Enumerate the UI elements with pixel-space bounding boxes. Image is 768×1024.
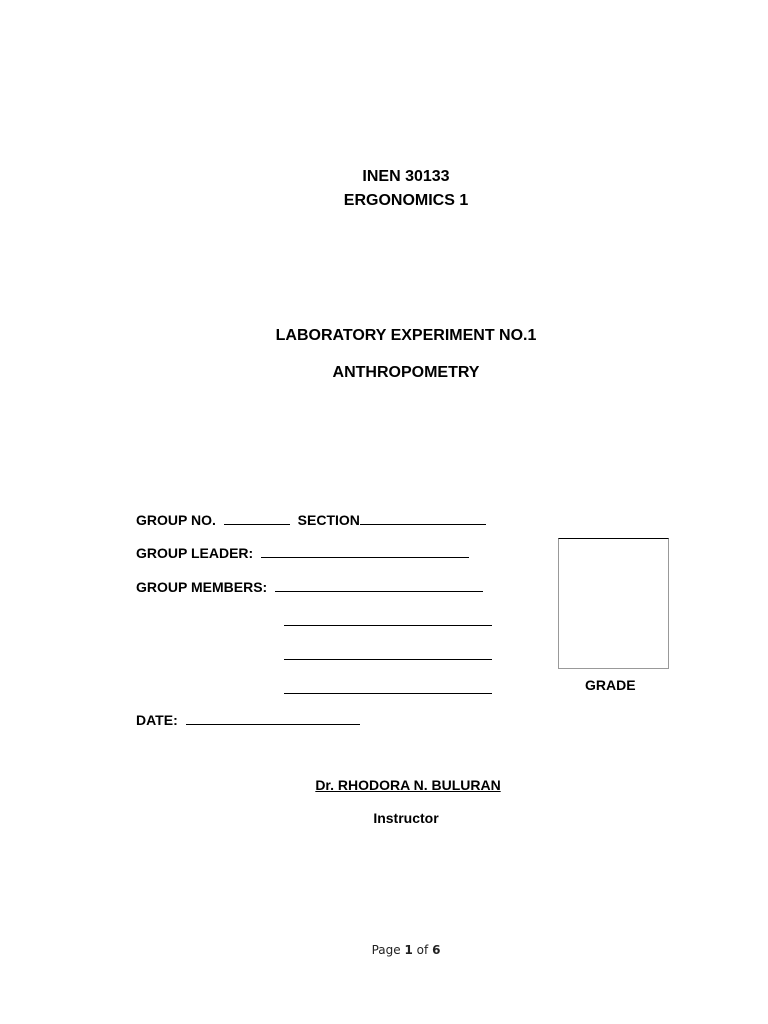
section-label: SECTION (297, 512, 360, 528)
group-member-line[interactable] (284, 679, 492, 694)
section-line[interactable] (360, 510, 486, 525)
instructor-name: Dr. RHODORA N. BULURAN (315, 777, 501, 793)
group-no-line[interactable] (224, 510, 290, 525)
page-word: Page (371, 943, 401, 957)
group-no-label: GROUP NO. (136, 512, 216, 528)
date-row (136, 710, 360, 728)
experiment-subject: ANTHROPOMETRY (332, 364, 480, 381)
experiment-title: LABORATORY EXPERIMENT NO.1 (275, 327, 537, 344)
instructor-title: Instructor (373, 810, 439, 826)
current-page-number: 1 (404, 943, 413, 957)
grade-label: GRADE (585, 677, 636, 693)
group-leader-row (136, 543, 469, 561)
group-leader-label: GROUP LEADER: (136, 545, 254, 561)
total-pages-number: 6 (432, 943, 441, 957)
course-name: ERGONOMICS 1 (343, 192, 469, 209)
of-word: of (416, 943, 429, 957)
group-member-line[interactable] (275, 577, 483, 592)
group-leader-line[interactable] (261, 543, 469, 558)
group-members-label: GROUP MEMBERS: (136, 579, 268, 595)
grade-box[interactable] (558, 538, 669, 669)
group-member-line[interactable] (284, 645, 492, 660)
page-footer (0, 943, 768, 957)
course-code: INEN 30133 (362, 168, 450, 185)
date-line[interactable] (186, 710, 360, 725)
date-label: DATE: (136, 712, 178, 728)
group-members-row (136, 577, 483, 595)
group-no-row (136, 510, 486, 528)
group-member-line[interactable] (284, 611, 492, 626)
